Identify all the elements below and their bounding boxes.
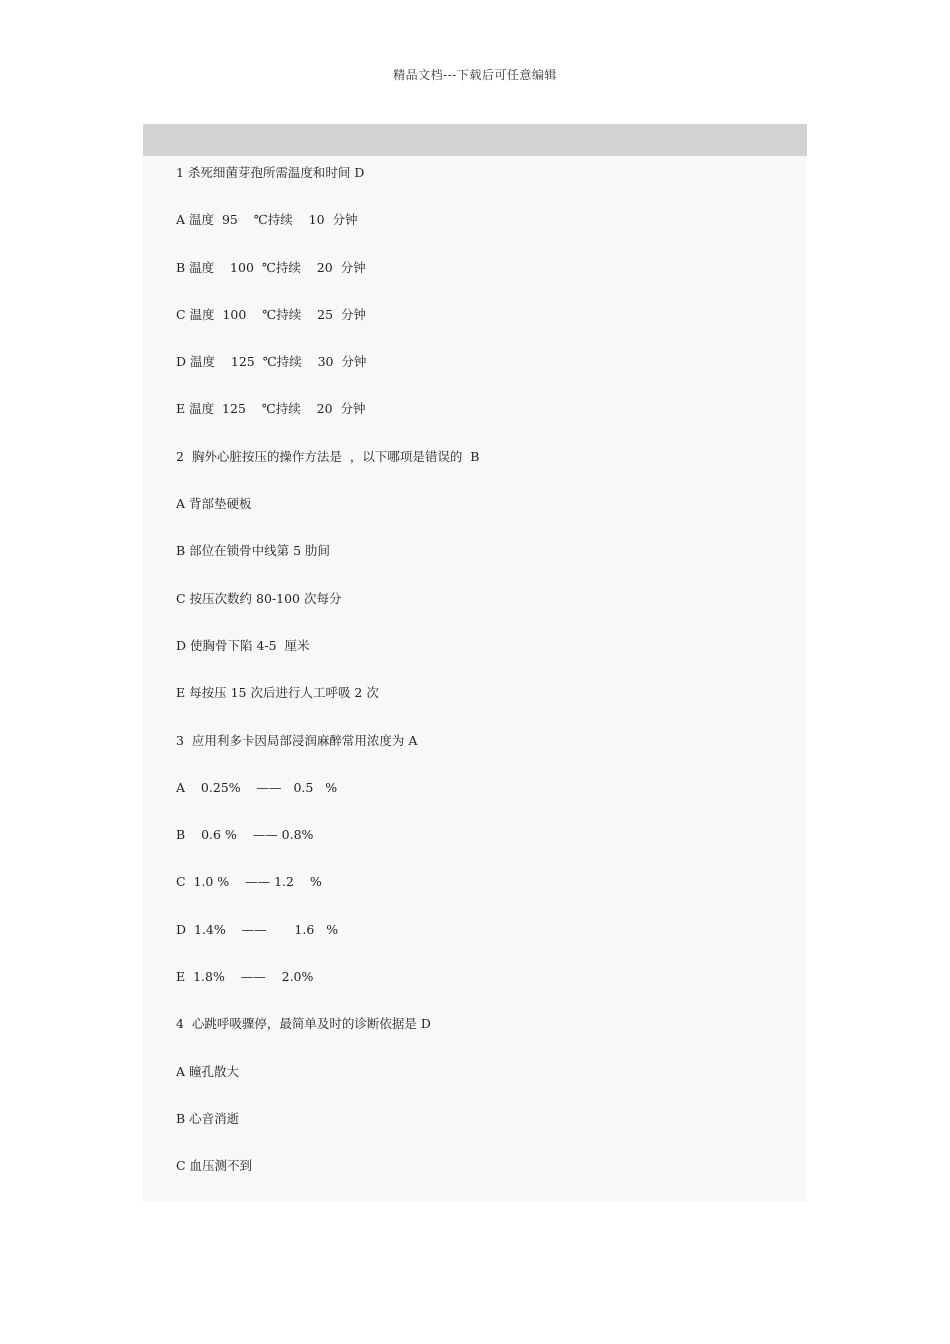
question-option: E 温度 125 ℃持续 20 分钟 (176, 401, 366, 417)
question-stem: 3 应用利多卡因局部浸润麻醉常用浓度为 A (176, 732, 418, 748)
question-stem: 1 杀死细菌芽孢所需温度和时间 D (176, 165, 365, 180)
content-panel (143, 124, 807, 1202)
question-stem: 4 心跳呼吸骤停，最简单及时的诊断依据是 D (176, 1016, 431, 1032)
question-option: A 温度 95 ℃持续 10 分钟 (176, 212, 358, 228)
question-option: B 温度 100 ℃持续 20 分钟 (176, 259, 366, 275)
question-option: C 1.0 % —— 1.2 % (176, 874, 322, 890)
question-option: B 心音消逝 (176, 1110, 240, 1126)
question-option: B 部位在锁骨中线第 5 肋间 (176, 543, 331, 559)
question-stem: 2 胸外心脏按压的操作方法是 ，以下哪项是错误的 B (176, 448, 480, 464)
question-option: B 0.6 % —— 0.8% (176, 827, 314, 843)
question-option: C 温度 100 ℃持续 25 分钟 (176, 306, 366, 322)
question-option: E 1.8% —— 2.0% (176, 969, 314, 985)
question-option: E 每按压 15 次后进行人工呼吸 2 次 (176, 685, 379, 701)
panel-header-bar (143, 124, 807, 156)
question-option: D 使胸骨下陷 4-5 厘米 (176, 637, 310, 653)
question-option: D 1.4% —— 1.6 % (176, 921, 339, 937)
question-option: A 瞳孔散大 (176, 1063, 240, 1079)
question-option: C 按压次数约 80-100 次每分 (176, 590, 342, 606)
question-list (176, 164, 787, 1205)
page-header: 精品文档---下载后可任意编辑 (393, 68, 557, 82)
question-option: D 温度 125 ℃持续 30 分钟 (176, 354, 367, 370)
question-option: C 血压测不到 (176, 1158, 253, 1174)
question-option: A 0.25% —— 0.5 % (176, 779, 338, 795)
question-option: A 背部垫硬板 (176, 496, 252, 512)
